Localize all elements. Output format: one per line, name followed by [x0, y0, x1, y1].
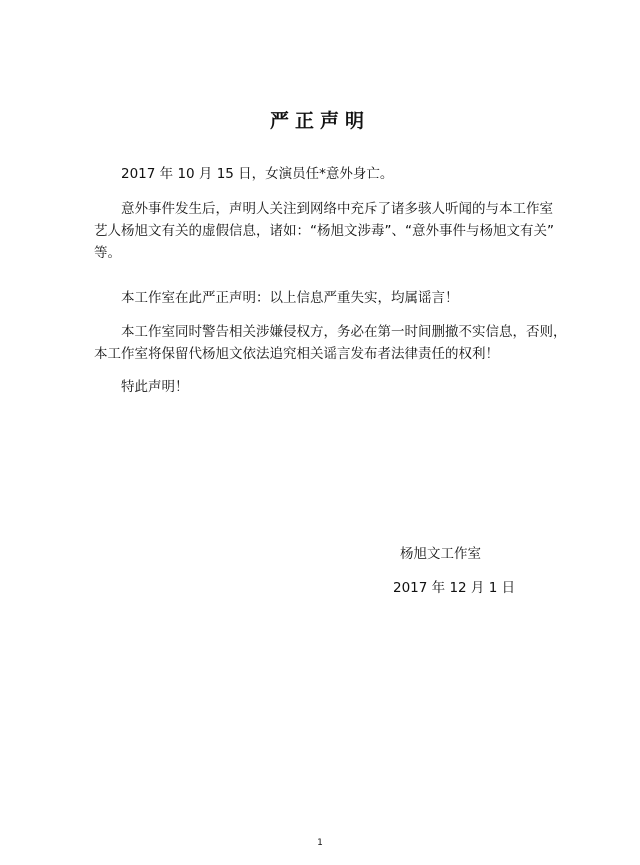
paragraph-line: 2017 年 10 月 15 日，女演员任*意外身亡。	[121, 166, 394, 182]
page-number: 1	[317, 838, 323, 848]
paragraph-incident	[121, 163, 533, 185]
paragraph-line: 本工作室在此严正声明：以上信息严重失实，均属谣言！	[121, 290, 459, 306]
paragraph-line: 等。	[94, 245, 121, 261]
paragraph-line: 特此声明！	[121, 379, 189, 395]
document-title: 严正声明	[269, 110, 370, 132]
paragraph-line: 艺人杨旭文有关的虚假信息，诸如：“杨旭文涉毒”、“意外事件与杨旭文有关”	[94, 223, 554, 239]
signature-date: 2017 年 12 月 1 日	[393, 580, 516, 596]
paragraph-closing	[121, 376, 533, 398]
signature-name: 杨旭文工作室	[400, 546, 481, 562]
paragraph-warning	[94, 321, 567, 365]
paragraph-line: 本工作室将保留代杨旭文依法追究相关谣言发布者法律责任的权利！	[94, 346, 499, 362]
paragraph-line: 意外事件发生后，声明人关注到网络中充斥了诸多骇人听闻的与本工作室	[121, 201, 553, 217]
paragraph-rumors	[94, 198, 554, 264]
paragraph-declaration	[121, 287, 533, 309]
paragraph-line: 本工作室同时警告相关涉嫌侵权方，务必在第一时间删撤不实信息，否则，	[121, 324, 567, 340]
